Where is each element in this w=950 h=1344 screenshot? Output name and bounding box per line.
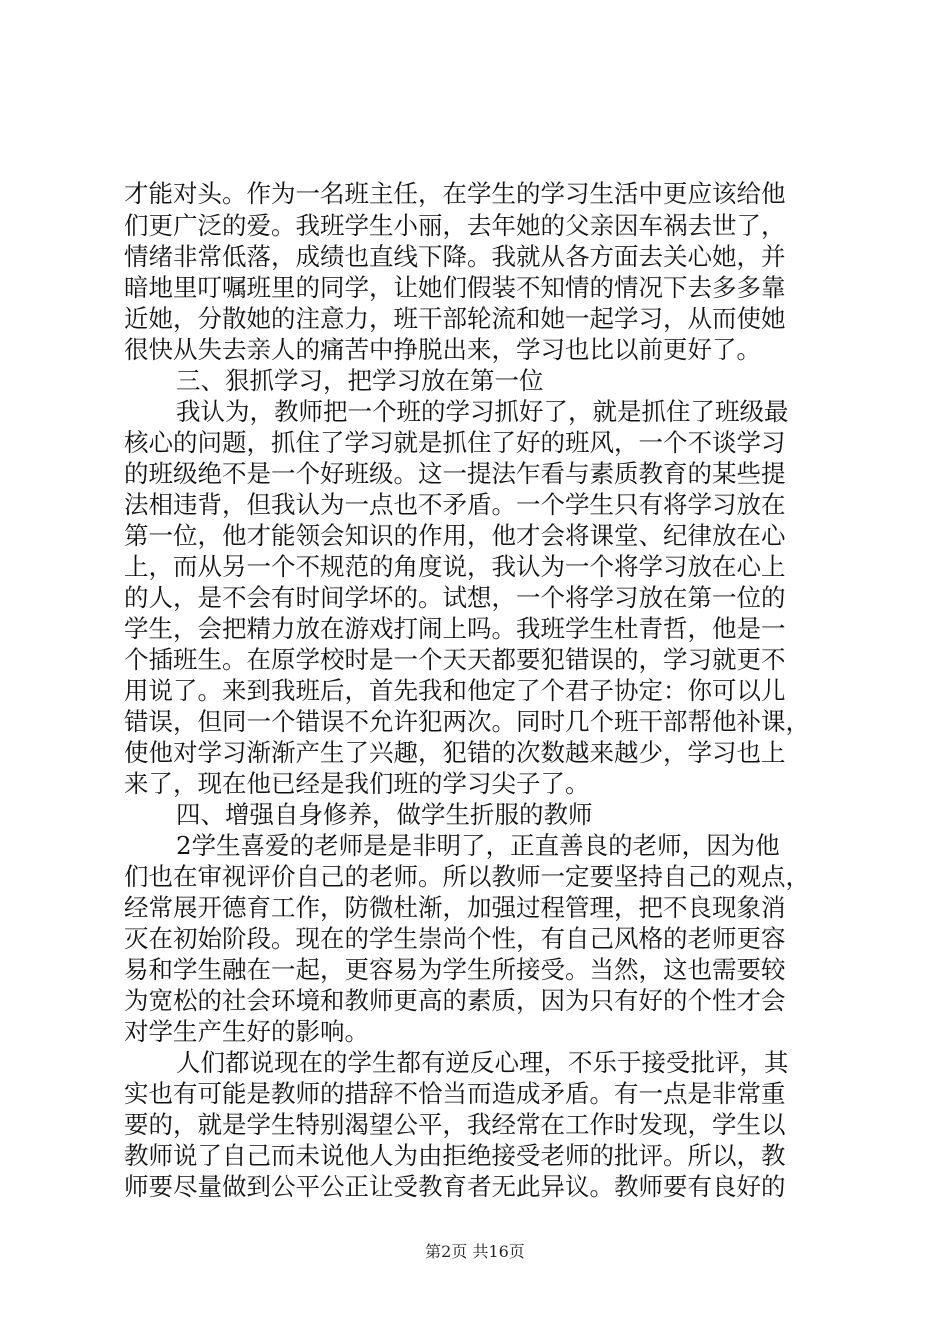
text-line: 才能对头。作为一名班主任，在学生的学习生活中更应该给他 <box>124 179 786 208</box>
text-line: 的班级绝不是一个好班级。这一提法乍看与素质教育的某些提 <box>124 459 786 488</box>
text-line: 核心的问题，抓住了学习就是抓住了好的班风，一个不谈学习 <box>124 428 786 457</box>
section-heading-4: 四、增强自身修养，做学生折服的教师 <box>176 800 593 829</box>
text-line: 情绪非常低落，成绩也直线下降。我就从各方面去关心她，并 <box>124 242 786 271</box>
section-heading-3: 三、狠抓学习，把学习放在第一位 <box>176 366 544 395</box>
text-line: 的人，是不会有时间学坏的。试想，一个将学习放在第一位的 <box>124 583 786 612</box>
text-line: 为宽松的社会环境和教师更高的素质，因为只有好的个性才会 <box>124 986 786 1015</box>
text-line: 上，而从另一个不规范的角度说，我认为一个将学习放在心上 <box>124 552 786 581</box>
text-line: 人们都说现在的学生都有逆反心理，不乐于接受批评，其 <box>176 1048 789 1077</box>
text-line: 要的，就是学生特别渴望公平，我经常在工作时发现，学生以 <box>124 1110 786 1139</box>
text-line: 经常展开德育工作，防微杜渐，加强过程管理，把不良现象消 <box>124 893 786 922</box>
text-line: 法相违背，但我认为一点也不矛盾。一个学生只有将学习放在 <box>124 490 786 519</box>
text-line: 易和学生融在一起，更容易为学生所接受。当然，这也需要较 <box>124 955 786 984</box>
text-line: 学生，会把精力放在游戏打闹上吗。我班学生杜青哲，他是一 <box>124 614 786 643</box>
text-line: 暗地里叮嘱班里的同学，让她们假装不知情的情况下去多多靠 <box>124 273 786 302</box>
text-line: 个插班生。在原学校时是一个天天都要犯错误的，学习就更不 <box>124 645 786 674</box>
text-line: 使他对学习渐渐产生了兴趣，犯错的次数越来越少，学习也上 <box>124 738 786 767</box>
text-line: 们也在审视评价自己的老师。所以教师一定要坚持自己的观点， <box>124 862 810 891</box>
text-line: 实也有可能是教师的措辞不恰当而造成矛盾。有一点是非常重 <box>124 1079 786 1108</box>
text-line: 近她，分散她的注意力，班干部轮流和她一起学习，从而使她 <box>124 304 786 333</box>
page-number-footer: 第2页 共16页 <box>425 1242 525 1261</box>
text-line: 们更广泛的爱。我班学生小丽，去年她的父亲因车祸去世了， <box>124 211 786 240</box>
text-line: 错误，但同一个错误不允许犯两次。同时几个班干部帮他补课， <box>124 707 810 736</box>
text-line: 灭在初始阶段。现在的学生崇尚个性，有自己风格的老师更容 <box>124 924 786 953</box>
text-line: 2学生喜爱的老师是是非明了，正直善良的老师，因为他 <box>176 831 780 860</box>
text-line: 用说了。来到我班后，首先我和他定了个君子协定：你可以儿 <box>124 676 786 705</box>
text-line: 第一位，他才能领会知识的作用，他才会将课堂、纪律放在心 <box>124 521 786 550</box>
text-line: 我认为，教师把一个班的学习抓好了，就是抓住了班级最 <box>176 397 789 426</box>
text-line: 很快从失去亲人的痛苦中挣脱出来，学习也比以前更好了。 <box>124 335 761 364</box>
text-line: 对学生产生好的影响。 <box>124 1017 369 1046</box>
text-line: 师要尽量做到公平公正让受教育者无此异议。教师要有良好的 <box>124 1172 786 1201</box>
text-line: 来了，现在他已经是我们班的学习尖子了。 <box>124 769 590 798</box>
text-line: 教师说了自己而未说他人为由拒绝接受老师的批评。所以，教 <box>124 1141 786 1170</box>
